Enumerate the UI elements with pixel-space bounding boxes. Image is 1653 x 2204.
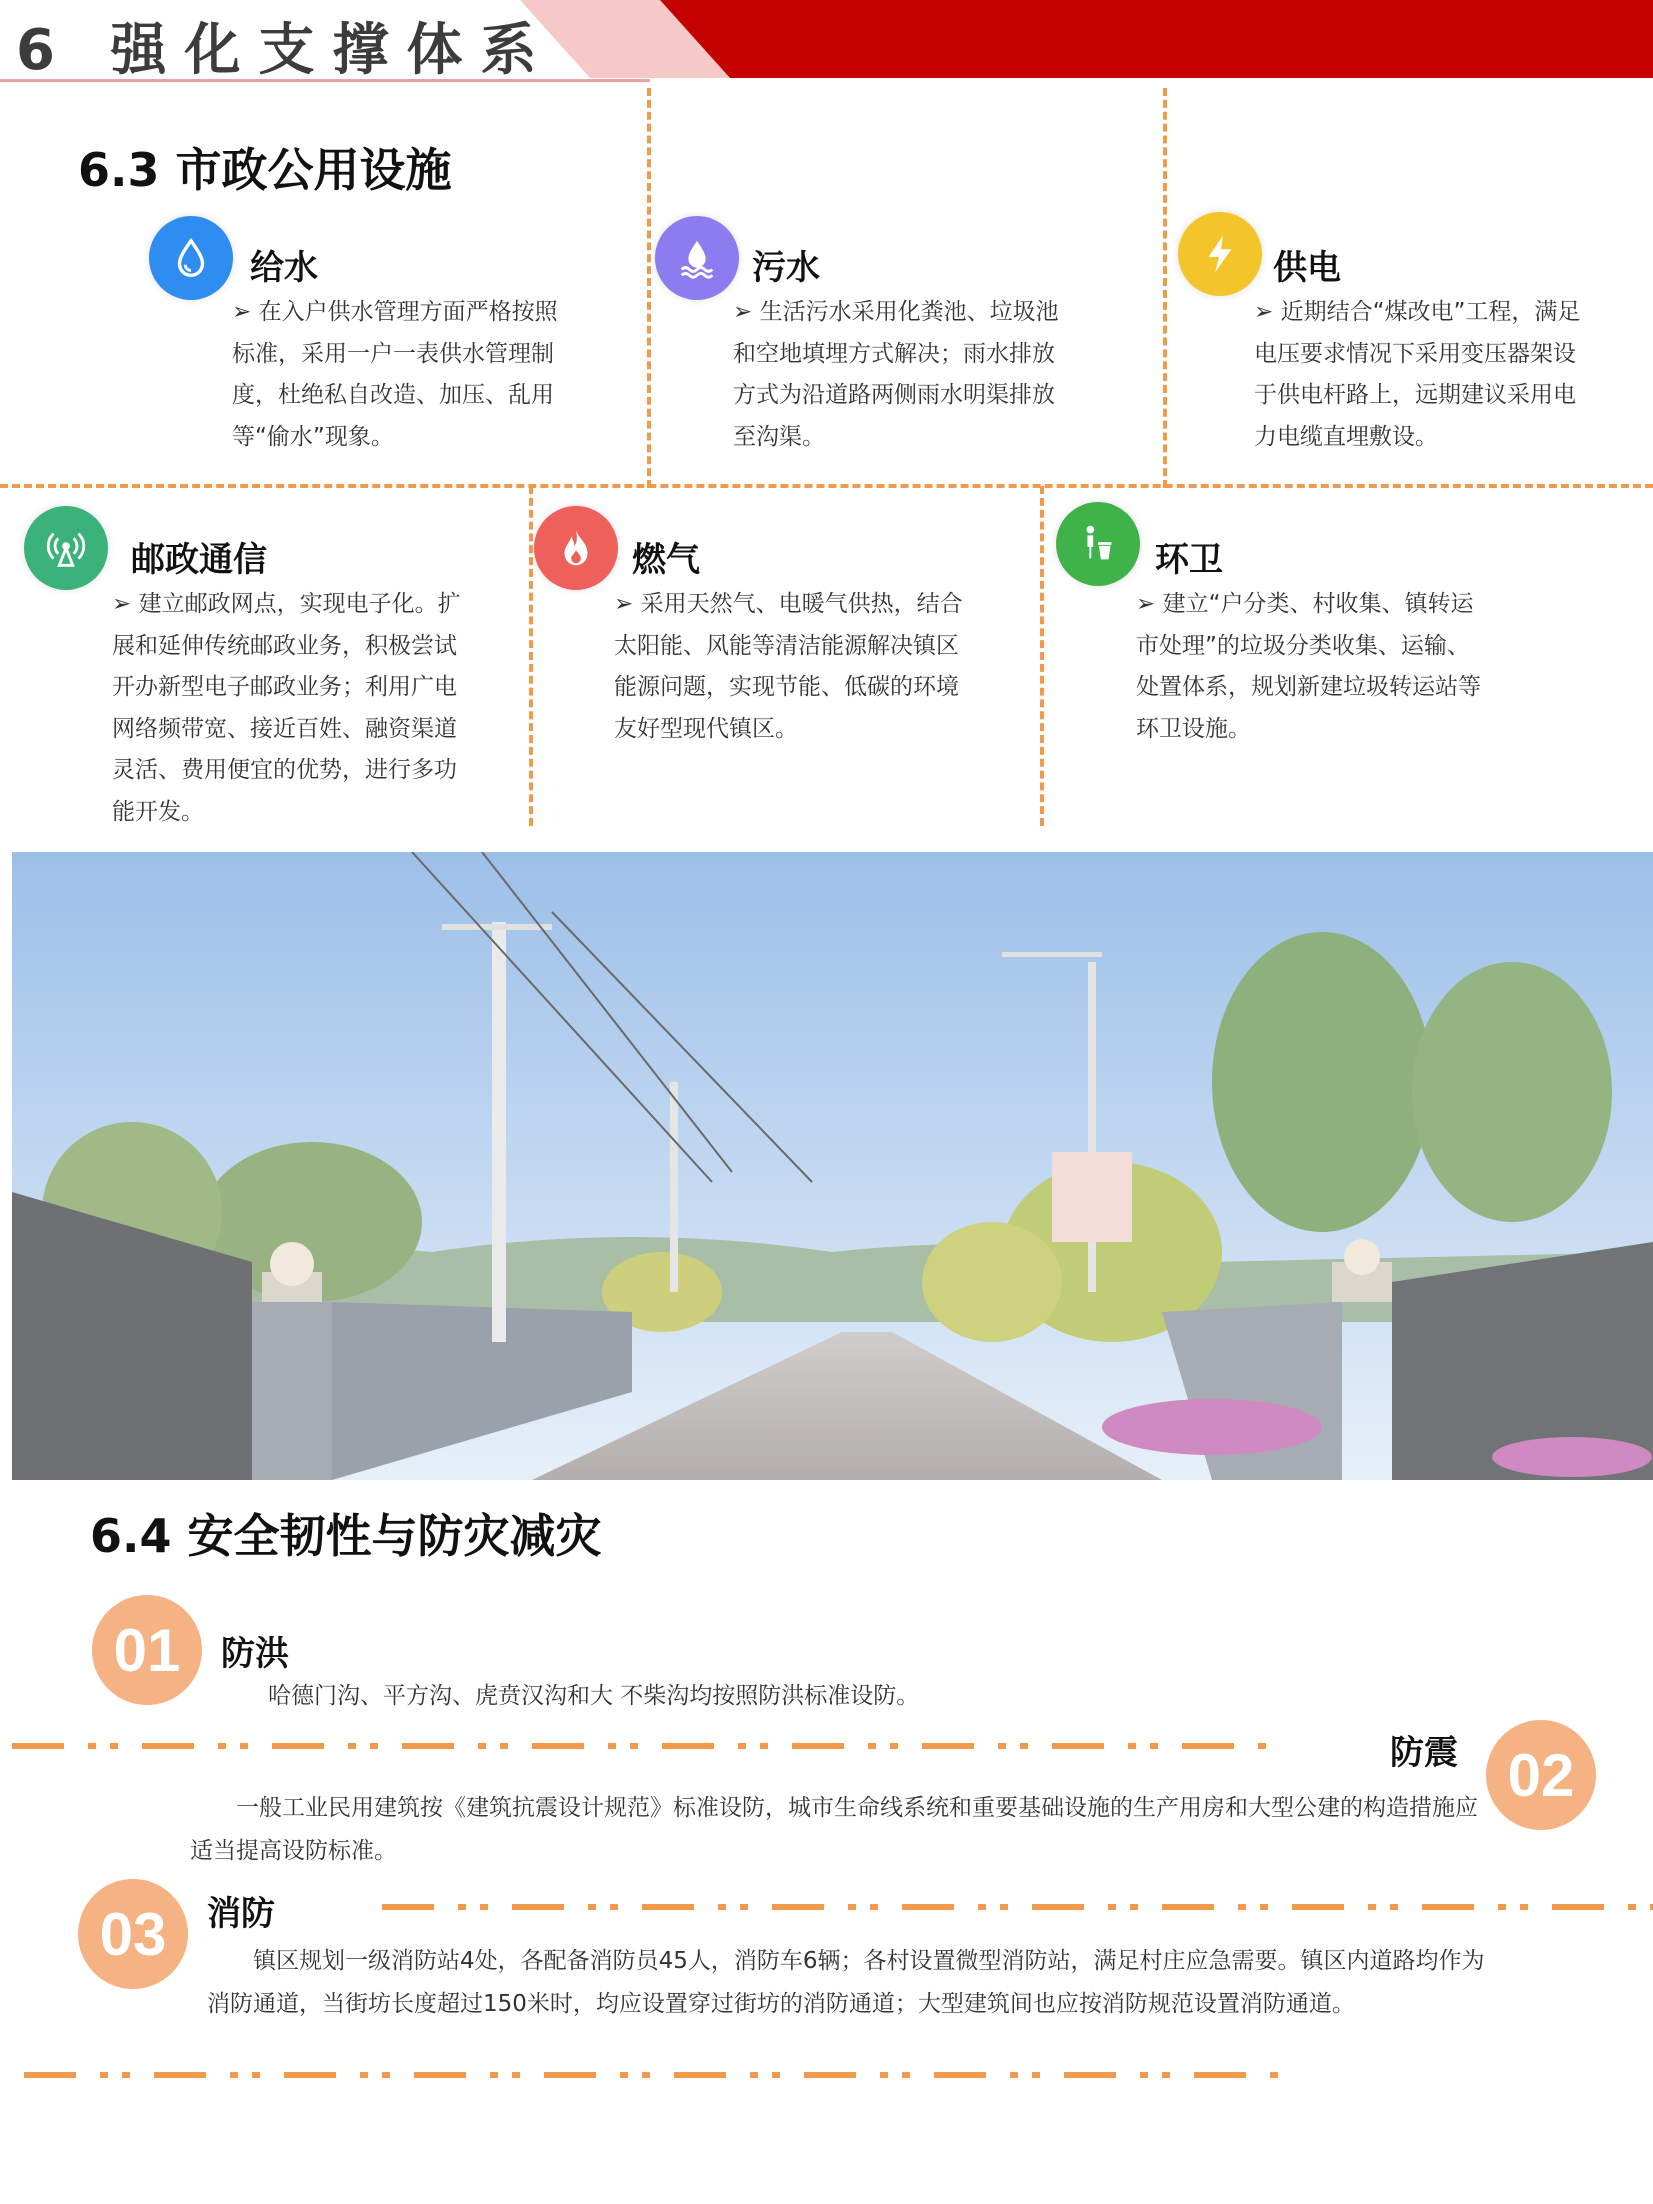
item-title-earthquake: 防震: [1390, 1733, 1458, 1773]
number-badge-03: 03: [78, 1879, 188, 1989]
divider: [24, 2072, 1284, 2078]
street-photo: [12, 852, 1653, 1480]
item-body-earthquake: 一般工业民用建筑按《建筑抗震设计规范》标准设防，城市生命线系统和重要基础设施的生产用房和大型公建的构造措施应适当提高设防标准。: [190, 1795, 1478, 1864]
signal-tower-icon: [24, 506, 108, 590]
divider: [1040, 486, 1044, 826]
divider: [1163, 88, 1167, 488]
card-body-sanitation: ➢ 建立“户分类、村收集、镇转运市处理”的垃圾分类收集、运输、处置体系，规划新建垃圾转运站等环卫设施。: [1136, 591, 1481, 742]
sewage-icon: [655, 216, 739, 300]
card-title-water: 给水: [250, 248, 318, 288]
item-body-flood: 哈德门沟、平方沟、虎贲汉沟和大 不柴沟均按照防洪标准设防。: [268, 1683, 920, 1709]
item-title-flood: 防洪: [221, 1634, 289, 1674]
divider: [12, 1743, 1272, 1749]
card-body-postal: ➢ 建立邮政网点，实现电子化。扩展和延伸传统邮政业务，积极尝试开办新型电子邮政业务；利用广电网络频带宽、接近百姓、融资渠道灵活、费用便宜的优势，进行多功能开发。: [112, 591, 461, 825]
card-title-power: 供电: [1273, 248, 1341, 288]
section-title-safety: 6.4 安全韧性与防灾减灾: [90, 1509, 602, 1563]
lightning-icon: [1178, 212, 1262, 296]
water-drop-icon: [149, 216, 233, 300]
trash-bin-icon: [1056, 502, 1140, 586]
card-body-water: ➢ 在入户供水管理方面严格按照标准，采用一户一表供水管理制度，杜绝私自改造、加压、乱用等“偷水”现象。: [232, 299, 558, 450]
card-title-gas: 燃气: [632, 540, 700, 580]
divider: [647, 88, 651, 488]
flame-icon: [534, 506, 618, 590]
page-title: 6 强化支撑体系: [16, 18, 555, 83]
number-badge-01: 01: [92, 1595, 202, 1705]
item-title-fire: 消防: [207, 1894, 275, 1934]
item-body-fire: 镇区规划一级消防站4处，各配备消防员45人，消防车6辆；各村设置微型消防站，满足村庄应急需要。镇区内道路均作为消防通道，当街坊长度超过150米时，均应设置穿过街坊的消防通道；大型建筑间也应按消防规范设置消防通道。: [207, 1948, 1485, 2017]
section-title-municipal: 6.3 市政公用设施: [78, 143, 452, 197]
divider: [382, 1904, 1653, 1910]
card-body-power: ➢ 近期结合“煤改电”工程，满足电压要求情况下采用变压器架设于供电杆路上，远期建议采用电力电缆直埋敷设。: [1254, 299, 1581, 450]
card-title-sanitation: 环卫: [1155, 540, 1223, 580]
number-badge-02: 02: [1486, 1720, 1596, 1830]
card-title-sewage: 污水: [752, 248, 820, 288]
card-body-gas: ➢ 采用天然气、电暖气供热，结合太阳能、风能等清洁能源解决镇区能源问题，实现节能、低碳的环境友好型现代镇区。: [614, 591, 963, 742]
divider: [0, 484, 1653, 488]
card-body-sewage: ➢ 生活污水采用化粪池、垃圾池和空地填埋方式解决；雨水排放方式为沿道路两侧雨水明渠排放至沟渠。: [733, 299, 1059, 450]
divider: [529, 486, 533, 826]
card-title-postal: 邮政通信: [131, 540, 267, 580]
